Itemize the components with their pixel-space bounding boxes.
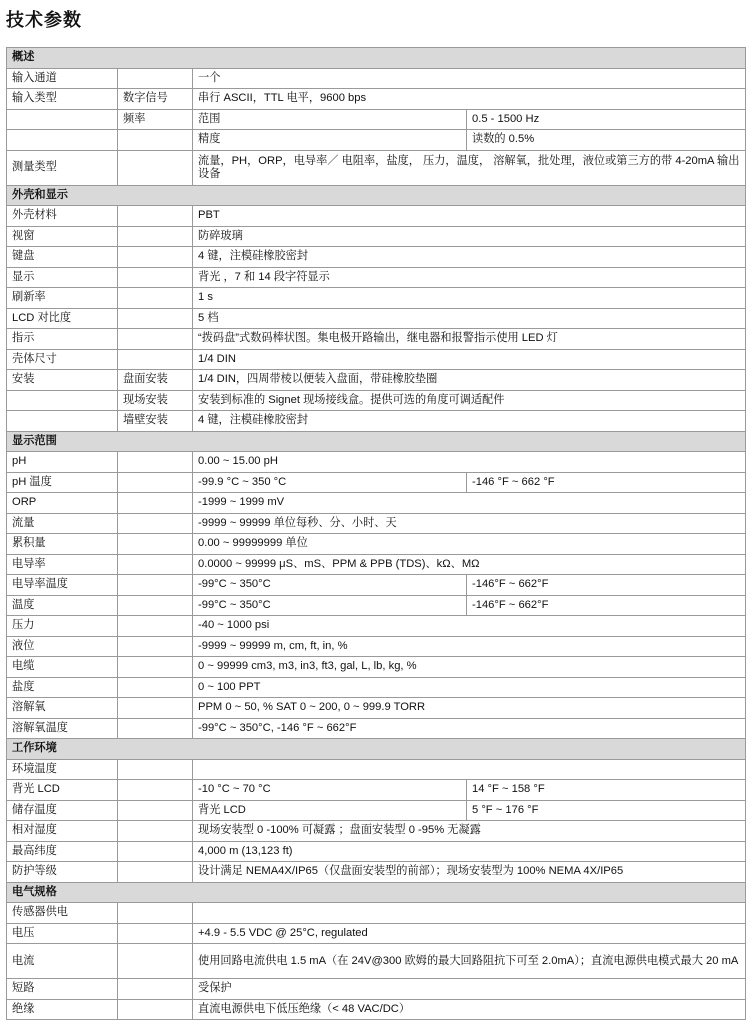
row-label: 外壳材料 (7, 206, 118, 227)
section-header (7, 185, 746, 206)
row-sublabel (118, 903, 193, 924)
row-sublabel (118, 68, 193, 89)
row-label: 电流 (7, 944, 118, 979)
table-row (7, 150, 746, 185)
row-value: -99°C ~ 350°C, -146 °F ~ 662°F (193, 718, 746, 739)
row-value: -10 °C ~ 70 °C (193, 780, 467, 801)
row-sublabel (118, 800, 193, 821)
row-value-alt: 0.5 - 1500 Hz (467, 109, 746, 130)
table-row (7, 206, 746, 227)
table-row (7, 636, 746, 657)
table-row (7, 370, 746, 391)
row-label: 指示 (7, 329, 118, 350)
row-sublabel (118, 759, 193, 780)
table-row (7, 472, 746, 493)
row-value-alt: -146°F ~ 662°F (467, 595, 746, 616)
table-row (7, 390, 746, 411)
row-label: 背光 LCD (7, 780, 118, 801)
table-row (7, 308, 746, 329)
row-sublabel (118, 150, 193, 185)
row-sublabel (118, 513, 193, 534)
row-value: 直流电源供电下低压绝缘（< 48 VAC/DC） (193, 999, 746, 1020)
row-sublabel (118, 247, 193, 268)
row-value: 0.00 ~ 15.00 pH (193, 452, 746, 473)
row-value: 4 键，注模硅橡胶密封 (193, 411, 746, 432)
row-label (7, 390, 118, 411)
table-row (7, 513, 746, 534)
row-value-alt: -146°F ~ 662°F (467, 575, 746, 596)
table-row (7, 493, 746, 514)
row-label: 安装 (7, 370, 118, 391)
row-label: pH (7, 452, 118, 473)
page-title: 技术参数 (6, 10, 82, 30)
table-row (7, 903, 746, 924)
row-value: 防碎玻璃 (193, 226, 746, 247)
table-row (7, 575, 746, 596)
row-sublabel (118, 493, 193, 514)
table-row (7, 780, 746, 801)
table-row (7, 226, 746, 247)
table-row (7, 944, 746, 979)
row-sublabel (118, 616, 193, 637)
row-value: 4 键，注模硅橡胶密封 (193, 247, 746, 268)
row-sublabel (118, 636, 193, 657)
row-value: -99°C ~ 350°C (193, 595, 467, 616)
row-label: 测量类型 (7, 150, 118, 185)
row-label: 刷新率 (7, 288, 118, 309)
row-value-alt: -146 °F ~ 662 °F (467, 472, 746, 493)
row-value: 设计满足 NEMA4X/IP65（仅盘面安装型的前部）；现场安装型为 100% NEMA 4X/IP65 (193, 862, 746, 883)
row-label: 溶解氧温度 (7, 718, 118, 739)
table-row (7, 616, 746, 637)
row-value: 使用回路电流供电 1.5 mA（在 24V@300 欧姆的最大回路阻抗下可至 2.0mA）；直流电源供电模式最大 20 mA (193, 944, 746, 979)
row-sublabel (118, 472, 193, 493)
row-value: +4.9 - 5.5 VDC @ 25°C, regulated (193, 923, 746, 944)
table-row (7, 800, 746, 821)
row-sublabel (118, 595, 193, 616)
table-row (7, 999, 746, 1020)
section-header (7, 431, 746, 452)
row-label: 显示 (7, 267, 118, 288)
table-row (7, 89, 746, 110)
row-sublabel (118, 329, 193, 350)
row-value: -99°C ~ 350°C (193, 575, 467, 596)
section-header (7, 48, 746, 69)
section-header (7, 739, 746, 760)
row-label: 流量 (7, 513, 118, 534)
row-label: 电导率 (7, 554, 118, 575)
row-value: -40 ~ 1000 psi (193, 616, 746, 637)
row-label: 储存温度 (7, 800, 118, 821)
row-sublabel (118, 534, 193, 555)
row-value: 现场安装型 0 -100% 可凝露 ；盘面安装型 0 -95% 无凝露 (193, 821, 746, 842)
row-value: 0 ~ 99999 cm3, m3, in3, ft3, gal, L, lb, kg, % (193, 657, 746, 678)
row-sublabel (118, 862, 193, 883)
table-row (7, 698, 746, 719)
row-value: PBT (193, 206, 746, 227)
row-sublabel (118, 944, 193, 979)
row-sublabel (118, 923, 193, 944)
row-sublabel (118, 999, 193, 1020)
table-row (7, 595, 746, 616)
row-value: 1/4 DIN (193, 349, 746, 370)
row-label: 温度 (7, 595, 118, 616)
row-value (193, 903, 746, 924)
row-value: 4,000 m (13,123 ft) (193, 841, 746, 862)
table-row (7, 862, 746, 883)
row-sublabel: 墙壁安装 (118, 411, 193, 432)
table-row (7, 841, 746, 862)
row-value: 流量，PH，ORP，电导率／ 电阻率，盐度， 压力，温度， 溶解氧，批处理，液位或第三方的带 4-20mA 输出设备 (193, 150, 746, 185)
row-label (7, 130, 118, 151)
table-row (7, 554, 746, 575)
row-value-alt: 5 °F ~ 176 °F (467, 800, 746, 821)
row-label: 短路 (7, 979, 118, 1000)
row-value: 背光 LCD (193, 800, 467, 821)
row-label: 绝缘 (7, 999, 118, 1020)
row-label (7, 109, 118, 130)
row-label: pH 温度 (7, 472, 118, 493)
table-row (7, 821, 746, 842)
row-value-alt: 读数的 0.5% (467, 130, 746, 151)
section-title: 显示范围 (7, 431, 746, 452)
table-row (7, 452, 746, 473)
row-label: 最高纬度 (7, 841, 118, 862)
section-title: 外壳和显示 (7, 185, 746, 206)
row-value: 背光 ，7 和 14 段字符显示 (193, 267, 746, 288)
row-label: 视窗 (7, 226, 118, 247)
row-sublabel (118, 718, 193, 739)
row-value: -1999 ~ 1999 mV (193, 493, 746, 514)
table-row (7, 68, 746, 89)
table-row (7, 979, 746, 1000)
row-value: 安装到标准的 Signet 现场接线盒。提供可选的角度可调适配件 (193, 390, 746, 411)
table-row (7, 759, 746, 780)
row-label: 电导率温度 (7, 575, 118, 596)
row-sublabel (118, 575, 193, 596)
row-value: 受保护 (193, 979, 746, 1000)
row-sublabel: 现场安装 (118, 390, 193, 411)
table-row (7, 411, 746, 432)
row-label: 累积量 (7, 534, 118, 555)
row-label: 壳体尺寸 (7, 349, 118, 370)
row-sublabel (118, 698, 193, 719)
row-sublabel (118, 288, 193, 309)
row-label: LCD 对比度 (7, 308, 118, 329)
spec-table (6, 47, 746, 1020)
row-value: -9999 ~ 99999 m, cm, ft, in, % (193, 636, 746, 657)
row-value: -9999 ~ 99999 单位每秒、分、小时、天 (193, 513, 746, 534)
row-value: 串行 ASCII，TTL 电平，9600 bps (193, 89, 746, 110)
row-label: 输入类型 (7, 89, 118, 110)
row-label: ORP (7, 493, 118, 514)
row-sublabel (118, 452, 193, 473)
table-row (7, 718, 746, 739)
table-row (7, 657, 746, 678)
row-value: -99.9 °C ~ 350 °C (193, 472, 467, 493)
section-title: 工作环境 (7, 739, 746, 760)
row-value: PPM 0 ~ 50, % SAT 0 ~ 200, 0 ~ 999.9 TORR (193, 698, 746, 719)
row-sublabel (118, 979, 193, 1000)
row-value: 0 ~ 100 PPT (193, 677, 746, 698)
row-label: 液位 (7, 636, 118, 657)
table-row (7, 534, 746, 555)
section-title: 概述 (7, 48, 746, 69)
table-row (7, 109, 746, 130)
row-sublabel (118, 349, 193, 370)
row-label: 相对湿度 (7, 821, 118, 842)
row-value: 0.00 ~ 99999999 单位 (193, 534, 746, 555)
row-label: 键盘 (7, 247, 118, 268)
row-value: 一个 (193, 68, 746, 89)
row-sublabel (118, 130, 193, 151)
table-row (7, 329, 746, 350)
row-label: 防护等级 (7, 862, 118, 883)
row-label: 环境温度 (7, 759, 118, 780)
row-sublabel (118, 841, 193, 862)
row-label: 盐度 (7, 677, 118, 698)
row-value: 范围 (193, 109, 467, 130)
row-sublabel: 数字信号 (118, 89, 193, 110)
row-label: 溶解氧 (7, 698, 118, 719)
row-value: 1 s (193, 288, 746, 309)
row-label (7, 411, 118, 432)
table-row (7, 288, 746, 309)
table-row (7, 130, 746, 151)
row-sublabel (118, 226, 193, 247)
row-value (193, 759, 746, 780)
row-sublabel (118, 206, 193, 227)
row-sublabel (118, 308, 193, 329)
row-sublabel: 盘面安装 (118, 370, 193, 391)
row-sublabel (118, 821, 193, 842)
row-sublabel (118, 780, 193, 801)
row-value: “拨码盘”式数码棒状图。集电极开路输出，继电器和报警指示使用 LED 灯 (193, 329, 746, 350)
row-label: 压力 (7, 616, 118, 637)
table-row (7, 349, 746, 370)
row-sublabel (118, 677, 193, 698)
row-value-alt: 14 °F ~ 158 °F (467, 780, 746, 801)
table-row (7, 923, 746, 944)
row-label: 传感器供电 (7, 903, 118, 924)
row-label: 输入通道 (7, 68, 118, 89)
section-title: 电气规格 (7, 882, 746, 903)
row-sublabel: 频率 (118, 109, 193, 130)
row-value: 0.0000 ~ 99999 μS、mS、PPM & PPB (TDS)、kΩ、MΩ (193, 554, 746, 575)
table-row (7, 267, 746, 288)
table-row (7, 677, 746, 698)
section-header (7, 882, 746, 903)
row-value: 5 档 (193, 308, 746, 329)
table-row (7, 247, 746, 268)
row-value: 精度 (193, 130, 467, 151)
row-label: 电缆 (7, 657, 118, 678)
row-label: 电压 (7, 923, 118, 944)
row-sublabel (118, 554, 193, 575)
row-sublabel (118, 267, 193, 288)
row-value: 1/4 DIN，四周带棱以便装入盘面，带硅橡胶垫圈 (193, 370, 746, 391)
row-sublabel (118, 657, 193, 678)
